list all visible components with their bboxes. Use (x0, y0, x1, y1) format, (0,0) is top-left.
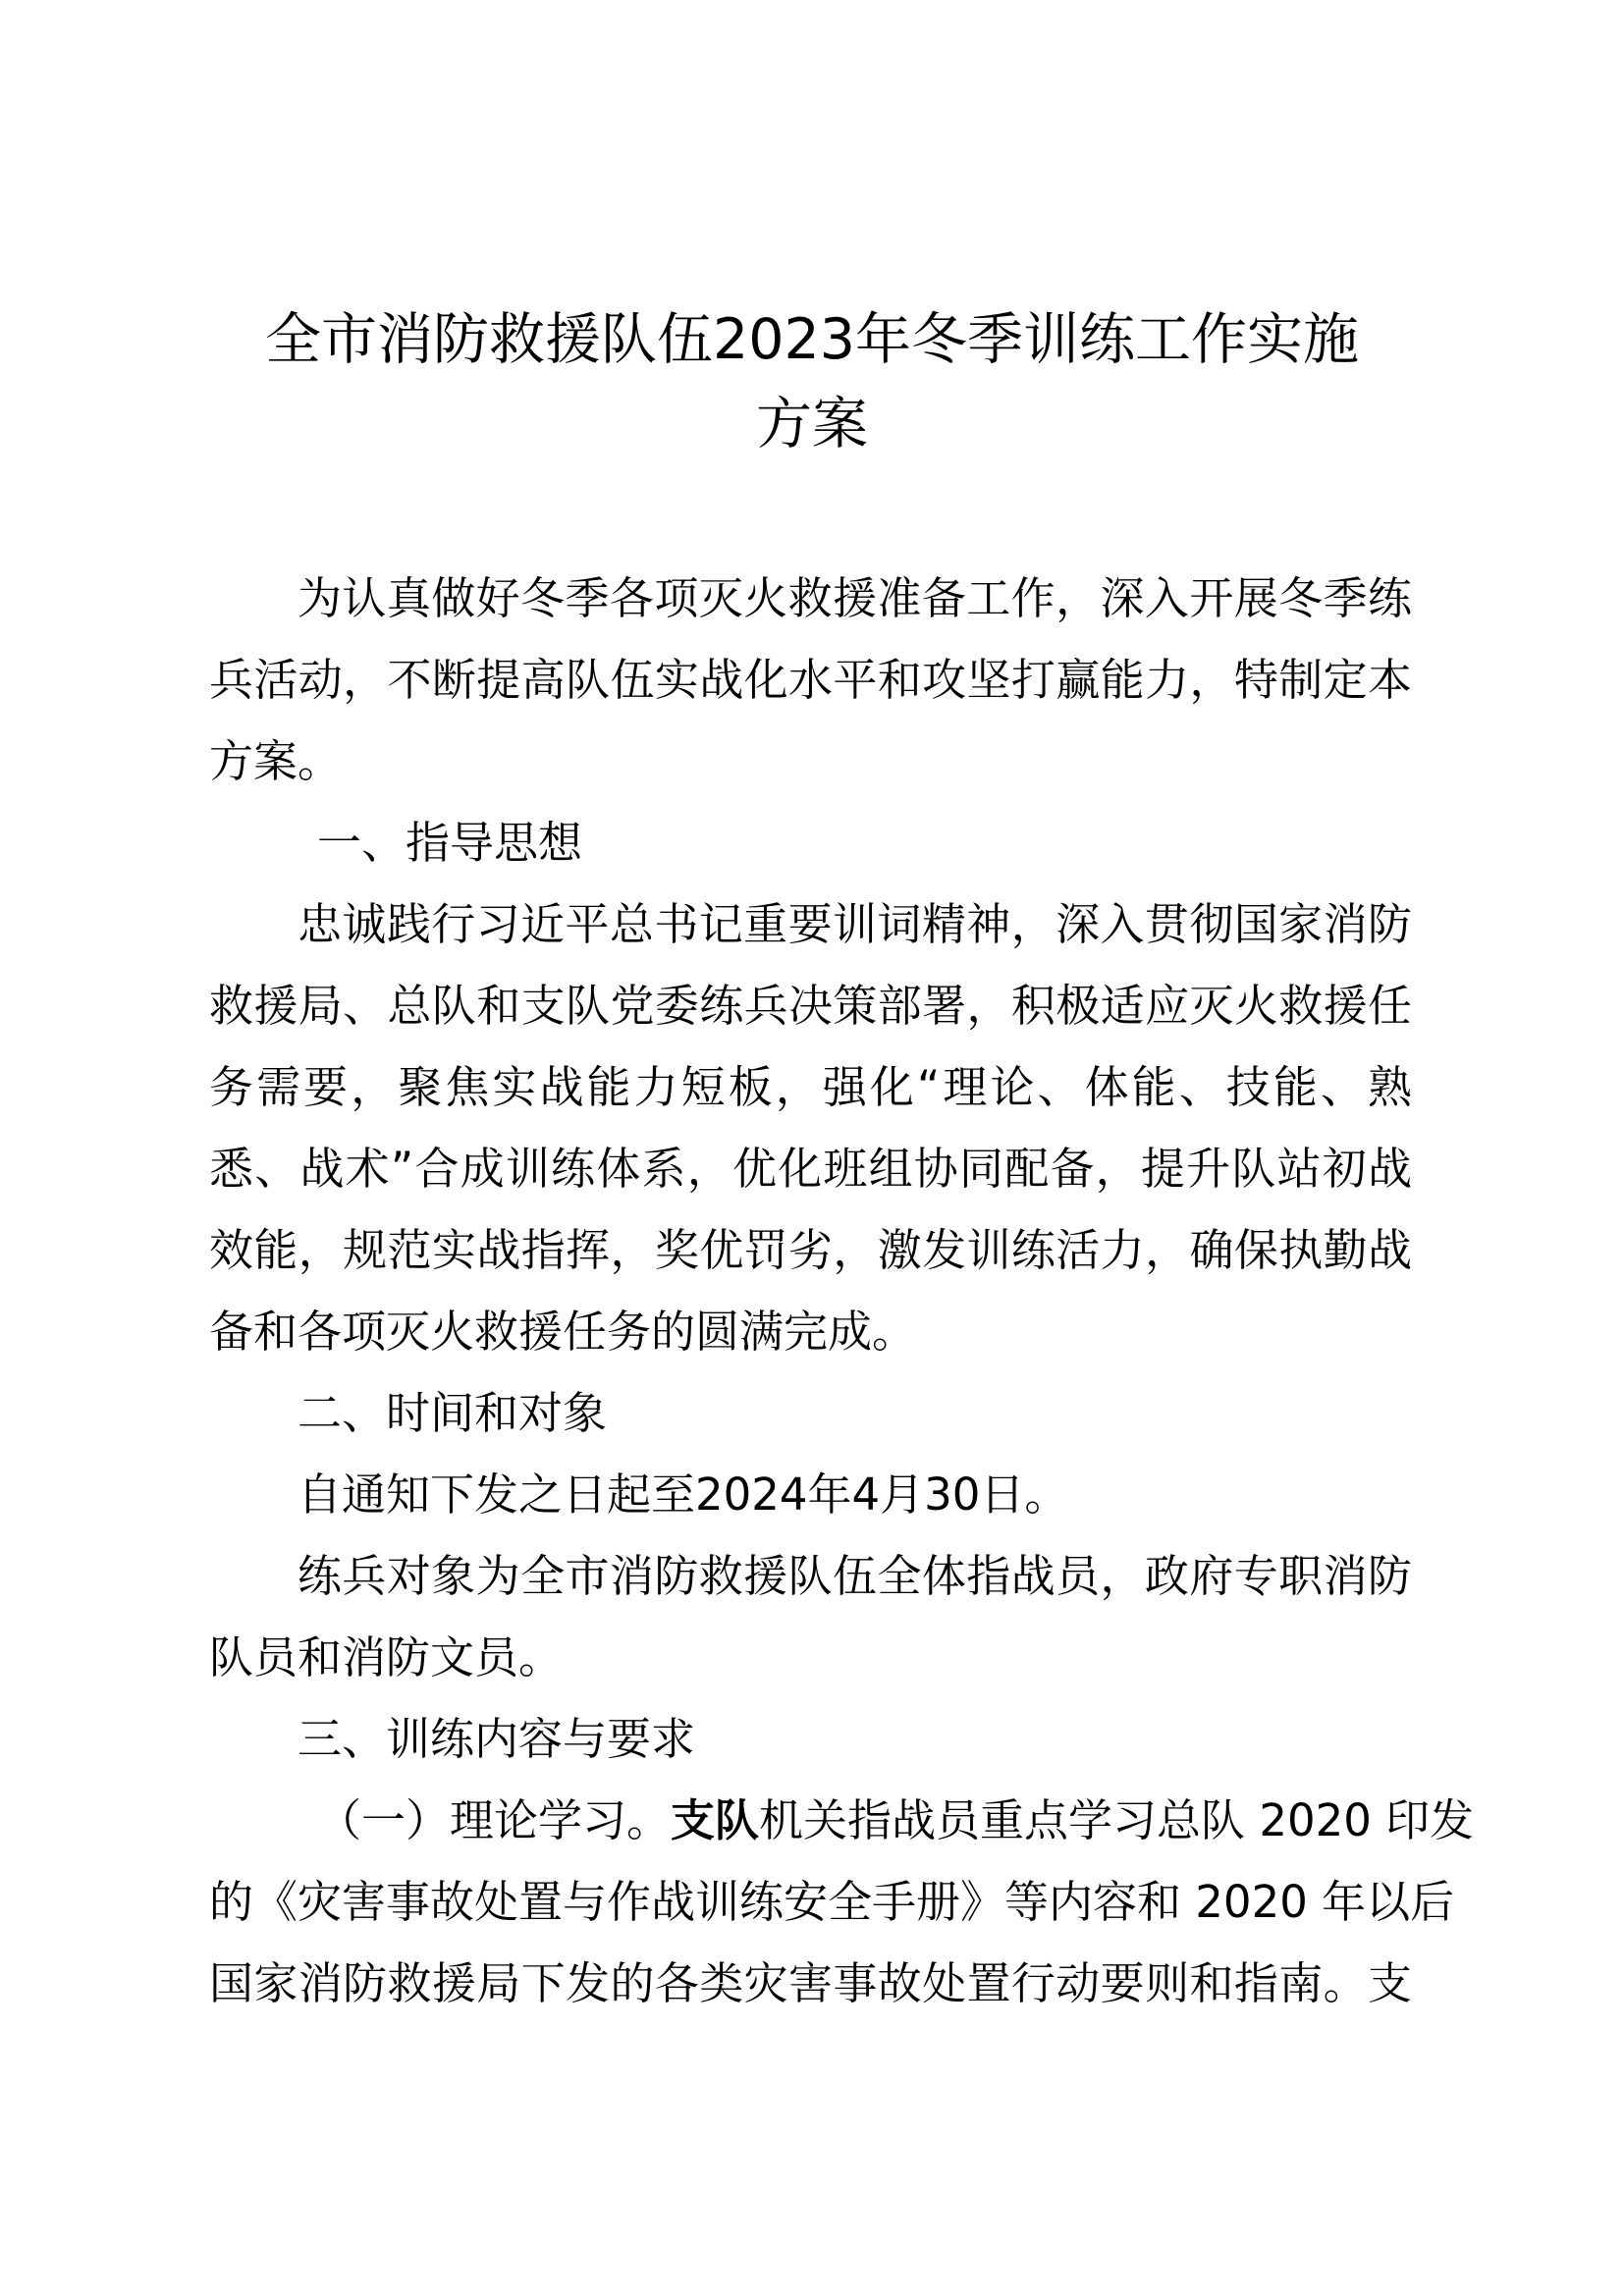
theory-study-paragraph-line (317, 1780, 1475, 1861)
document-title-line-1: 全市消防救援队伍2023年冬季训练工作实施 (264, 307, 1360, 372)
guiding-ideology-paragraph-line: 忠诚践行习近平总书记重要训词精神，深入贯彻国家消防 (298, 898, 1412, 950)
intro-paragraph-line: 兵活动，不断提高队伍实战化水平和攻坚打赢能力，特制定本 (209, 654, 1412, 706)
intro-paragraph-line: 为认真做好冬季各项灭火救援准备工作，深入开展冬季练 (298, 572, 1412, 624)
target-paragraph-line: 练兵对象为全市消防救援队伍全体指战员，政府专职消防 (298, 1550, 1412, 1602)
time-paragraph-line: 自通知下发之日起至2024年4月30日。 (298, 1468, 1069, 1521)
subsection-heading-theory-study: （一）理论学习。 (317, 1794, 672, 1846)
document-title-line-2: 方案 (756, 392, 868, 456)
section-heading-time-and-target: 二、时间和对象 (298, 1387, 608, 1439)
guiding-ideology-paragraph-line: 悉、战术”合成训练体系，优化班组协同配备，提升队站初战 (209, 1143, 1412, 1195)
guiding-ideology-paragraph-line: 救援局、总队和支队党委练兵决策部署，积极适应灭火救援任 (209, 980, 1412, 1032)
section-heading-training-content: 三、训练内容与要求 (298, 1713, 696, 1765)
section-heading-guiding-ideology: 一、指导思想 (317, 817, 583, 869)
guiding-ideology-paragraph-line: 效能，规范实战指挥，奖优罚劣，激发训练活力，确保执勤战 (209, 1224, 1412, 1276)
guiding-ideology-paragraph-line: 备和各项灭火救援任务的圆满完成。 (209, 1306, 917, 1358)
theory-study-paragraph-line: 国家消防救援局下发的各类灾害事故处置行动要则和指南。支 (209, 1957, 1412, 2009)
theory-study-text: 机关指战员重点学习总队 2020 印发 (759, 1794, 1475, 1846)
bold-keyword: 支队 (671, 1794, 760, 1846)
intro-paragraph-line: 方案。 (209, 735, 343, 787)
target-paragraph-line: 队员和消防文员。 (209, 1631, 564, 1683)
theory-study-paragraph-line: 的《灾害事故处置与作战训练安全手册》等内容和 2020 年以后 (209, 1876, 1455, 1928)
guiding-ideology-paragraph-line: 务需要，聚焦实战能力短板，强化“理论、体能、技能、熟 (209, 1061, 1412, 1113)
